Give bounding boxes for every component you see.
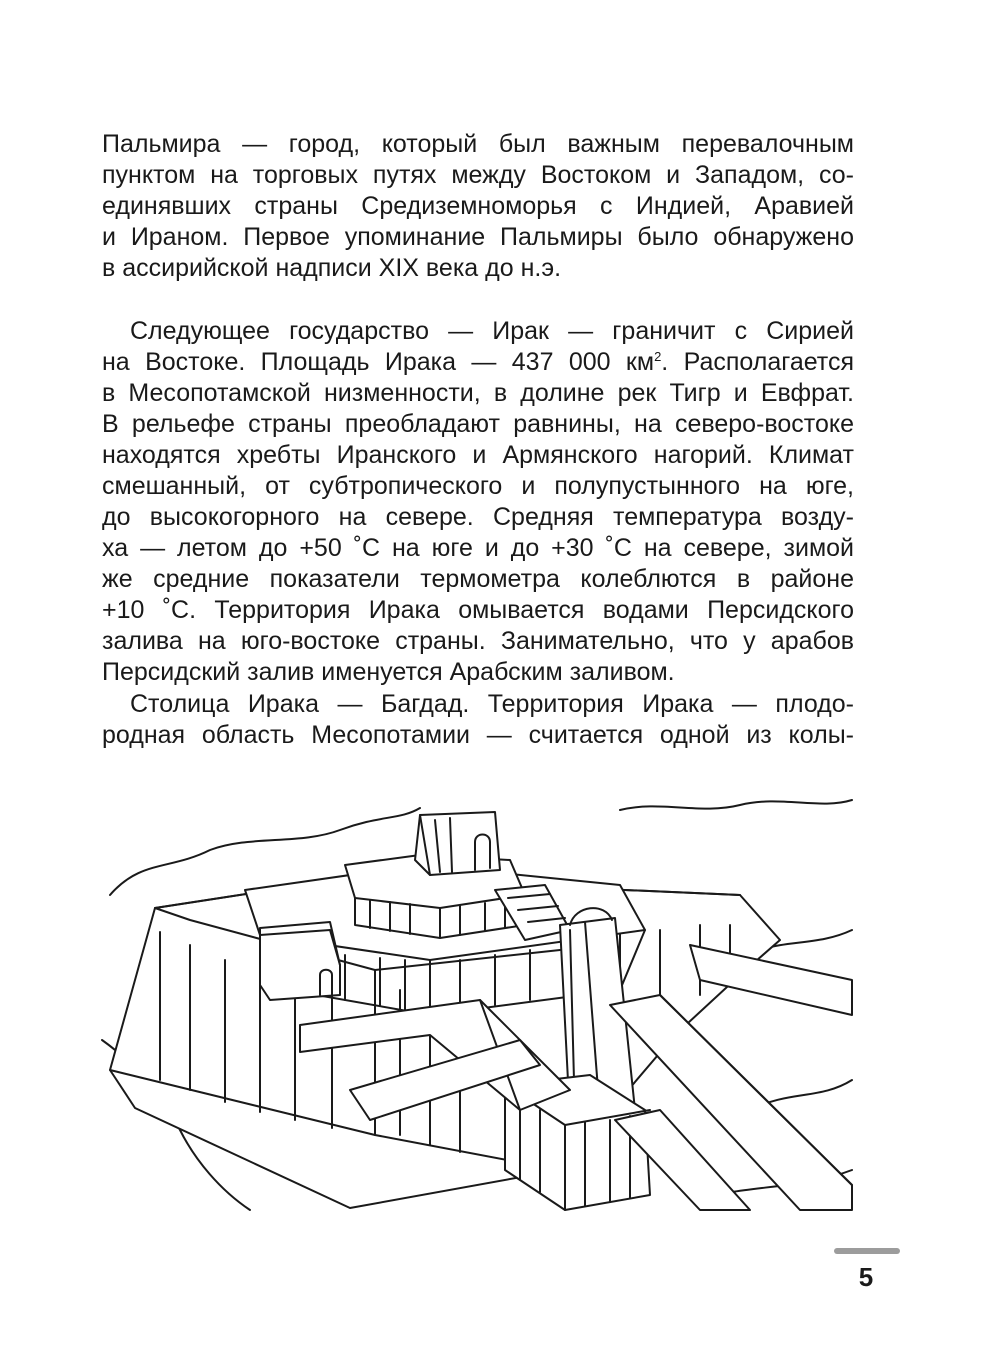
paragraph-iraq	[102, 316, 854, 688]
side-building	[260, 922, 340, 1000]
superscript-2: 2	[654, 349, 662, 364]
paragraph-baghdad	[102, 689, 854, 751]
text-line: Следующее государство — Ирак — граничит с Сирией	[130, 317, 854, 345]
text-line: пунктом на торговых путях между Востоком и Западом, со-	[102, 161, 854, 189]
text-line: смешанный, от субтропического и полупустынного на юге,	[102, 472, 854, 500]
text-line: Персидский залив именуется Арабским заливом.	[102, 658, 675, 686]
text-line-area	[102, 347, 854, 378]
text-line: залива на юго-востоке страны. Занимательно, что у арабов	[102, 627, 854, 655]
text-line: В рельефе страны преобладают равнины, на северо-востоке	[102, 410, 854, 438]
paragraph-palmyra	[102, 129, 854, 284]
area-text: на Востоке. Площадь Ирака — 437 000 км	[102, 348, 655, 376]
text-line: в ассирийской надписи XIX века до н.э.	[102, 254, 562, 282]
area-text-after: . Располагается	[661, 348, 854, 376]
text-line: и Ираном. Первое упоминание Пальмиры было обнаружено	[102, 223, 854, 251]
text-line: находятся хребты Иранского и Армянского нагорий. Климат	[102, 441, 854, 469]
text-line: родная область Месопотамии — считается одной из колы-	[102, 721, 854, 749]
text-line: +10 ˚С. Территория Ирака омывается водами Персидского	[102, 596, 854, 624]
text-line: ха — летом до +50 ˚С на юге и до +30 ˚С на севере, зимой	[102, 534, 854, 562]
text-line: в Месопотамской низменности, в долине рек Тигр и Евфрат.	[102, 379, 854, 407]
page-number: 5	[858, 1262, 874, 1292]
ziggurat-shrine	[415, 812, 500, 875]
text-line: Столица Ирака — Багдад. Территория Ирака — плодо-	[130, 690, 854, 718]
ziggurat-illustration	[100, 790, 860, 1220]
text-line: до высокогорного на севере. Средняя температура возду-	[102, 503, 854, 531]
text-line: Пальмира — город, который был важным перевалочным	[102, 130, 854, 158]
stairway-far-right	[690, 945, 852, 1015]
text-line: единявших страны Средиземноморья с Индией, Аравией	[102, 192, 854, 220]
text-line: же средние показатели термометра колеблются в районе	[102, 565, 854, 593]
page-number-bar	[834, 1248, 900, 1254]
